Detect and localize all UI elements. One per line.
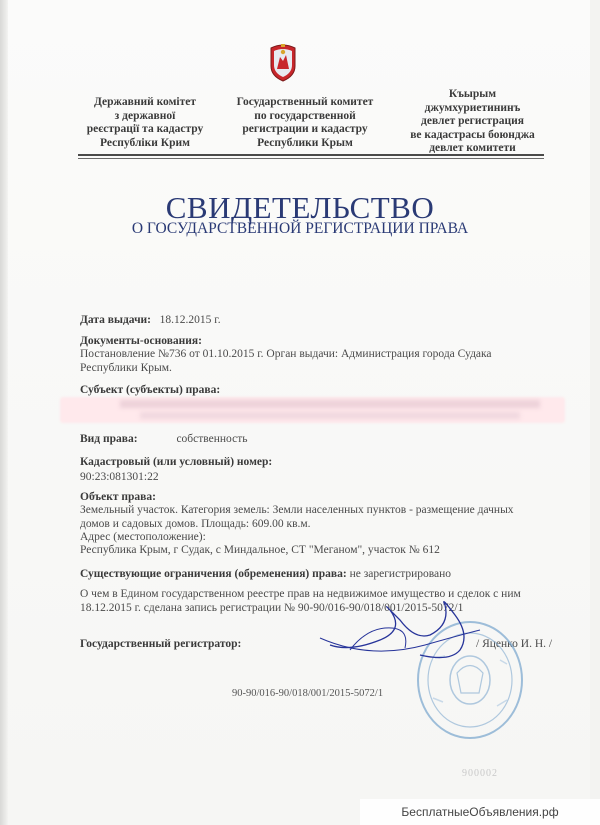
object-description: Земельный участок. Категория земель: Земли населенных пунктов - размещение дачных домов и садовых домов. Площадь: 609.00 кв.м. (80, 504, 514, 530)
issue-date-row (80, 313, 221, 327)
cadastral-label-text: Кадастровый (или условный) номер: (80, 456, 273, 468)
certificate-subtitle: О ГОСУДАРСТВЕННОЙ РЕГИСТРАЦИИ ПРАВА (131, 220, 469, 237)
registrar-name: / Яценко И. Н. / (476, 638, 553, 650)
right-type-value: собственность (176, 433, 248, 445)
form-serial-number: 900002 (462, 768, 498, 779)
agency-name-crimean-tatar (400, 88, 545, 156)
agency-ru-line: по государственной (254, 109, 356, 122)
cadastral-value (80, 470, 159, 484)
agency-crh-line: ве кадастрасы боюнджа (410, 128, 535, 141)
agency-crh-line: джумхуриетининъ (424, 101, 521, 114)
page-edge-shadow (0, 0, 8, 825)
redacted-owner-line (140, 412, 520, 419)
address-label: Адрес (местоположение): (80, 531, 206, 543)
restrictions-value: не зарегистрировано (349, 568, 452, 580)
agency-ua-line: Республіки Крим (100, 136, 190, 149)
certificate-title: СВИДЕТЕЛЬСТВО (165, 190, 435, 225)
object-label-text: Объект права: (80, 491, 156, 503)
crimea-coat-of-arms-icon (268, 42, 298, 82)
agency-crh-line: девлет комитети (429, 142, 516, 154)
agency-ru-line: Республики Крым (257, 136, 353, 149)
signature-scribble-icon (310, 590, 500, 670)
header-divider (78, 154, 544, 156)
agency-name-russian (220, 96, 390, 150)
restrictions-label: Существующие ограничения (обременения) права: (80, 568, 347, 580)
restrictions-row (80, 567, 451, 581)
cadastral-number: 90:23:081301:22 (80, 471, 159, 483)
right-type-row (80, 432, 247, 446)
registry-note: О чем в Едином государственном реестре прав на недвижимое имущество и сделок с ним 18.12.2015 г. сделана запись регистрации № 90-90/016-90/018/001/2015-5072/1 (80, 588, 521, 614)
agency-ua-line: реєстрації та кадастру (86, 123, 204, 135)
registrar-row (80, 637, 241, 651)
agency-name-ukrainian (70, 96, 220, 150)
redacted-owner-line (120, 400, 540, 408)
documents-label-text: Документы-основания: (80, 335, 202, 347)
subject-label (80, 383, 220, 397)
agency-crh-line: Къырым (448, 88, 497, 100)
documents-value: Постановление №736 от 01.10.2015 г. Орган выдачи: Администрация города Судака Республики Крым. (80, 348, 492, 374)
agency-ua-line: Державний комітет (93, 96, 197, 108)
right-type-label: Вид права: (80, 433, 138, 445)
cadastral-label (80, 455, 272, 469)
agency-ru-line: Государственный комитет (236, 96, 374, 108)
header-divider-thin (78, 158, 544, 159)
site-watermark: БесплатныеОбъявления.рф (360, 799, 600, 825)
subject-label-text: Субъект (субъекты) права: (80, 384, 221, 396)
agency-ua-line: з державної (114, 109, 176, 122)
agency-crh-line: девлет регистрация (421, 115, 524, 127)
object-label (80, 490, 156, 504)
registrar-label: Государственный регистратор: (80, 638, 242, 650)
agency-ru-line: регистрации и кадастру (242, 123, 368, 135)
address-value: Республика Крым, г Судак, с Миндальное, СТ "Меганом", участок № 612 (80, 544, 440, 556)
document-registration-number: 90-90/016-90/018/001/2015-5072/1 (232, 688, 384, 699)
documents-label (80, 334, 202, 348)
issue-date-label: Дата выдачи: (80, 314, 152, 326)
issue-date-value: 18.12.2015 г. (159, 314, 221, 326)
